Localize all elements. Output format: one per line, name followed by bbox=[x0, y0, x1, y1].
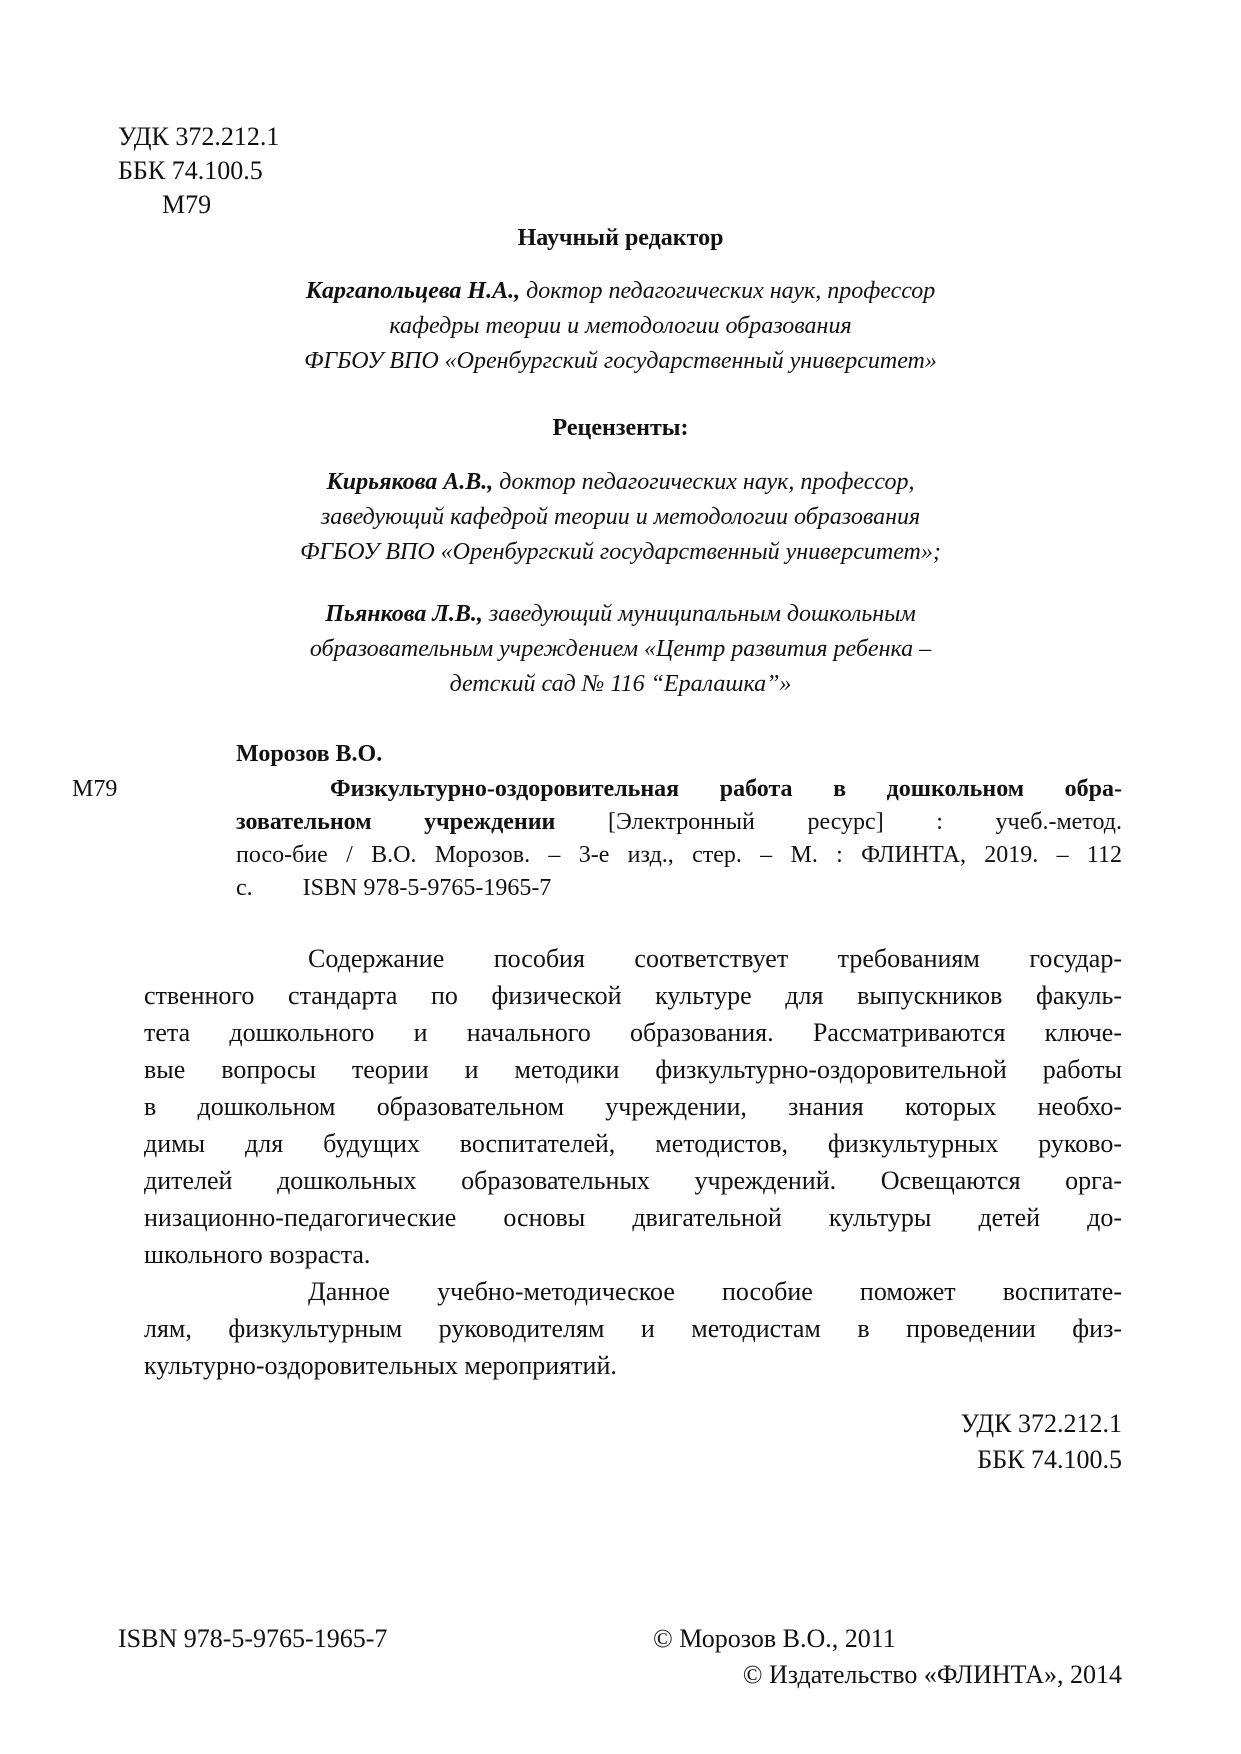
footer-bbk-code: ББК 74.100.5 bbox=[977, 1445, 1122, 1474]
abstract-p1-line-4: вые вопросы теории и методики физкультурно-оздоровительной работы bbox=[144, 1055, 1122, 1084]
udk-code: УДК 372.212.1 bbox=[118, 122, 280, 151]
biblio-line-4 bbox=[236, 872, 1122, 905]
footer-udk-code: УДК 372.212.1 bbox=[960, 1409, 1122, 1438]
author-mark: М79 bbox=[162, 190, 212, 219]
reviewer2-line-2: образовательным учреждением «Центр развития ребенка – bbox=[309, 636, 932, 662]
abstract-p1-line-9: школьного возраста. bbox=[144, 1240, 371, 1269]
biblio-line-2 bbox=[236, 806, 1122, 839]
abstract-p1-line-6: димы для будущих воспитателей, методистов, физкультурных руково- bbox=[144, 1129, 1122, 1158]
biblio-title-line-1: Физкультурно-оздоровительная работа в дошкольном обра- bbox=[330, 776, 1122, 802]
abstract-p1-line-7: дителей дошкольных образовательных учреждений. Освещаются орга- bbox=[144, 1166, 1122, 1195]
scientific-editor-heading: Научный редактор bbox=[517, 225, 724, 251]
abstract bbox=[144, 940, 1122, 1384]
biblio-resource-type: [Электронный ресурс] : учеб.-метод. bbox=[555, 809, 1122, 835]
reviewer1-line-1 bbox=[0, 466, 1241, 499]
editor-line-1 bbox=[0, 275, 1241, 308]
abstract-p1-line-2: ственного стандарта по физической культуре для выпускников факуль- bbox=[144, 981, 1122, 1010]
biblio-record bbox=[236, 773, 1122, 905]
biblio-mark: М79 bbox=[72, 776, 118, 802]
biblio-isbn: ISBN 978-5-9765-1965-7 bbox=[302, 875, 552, 901]
reviewer2-name: Пьянкова Л.В., bbox=[325, 601, 483, 627]
editor-name: Каргапольцева Н.А., bbox=[305, 278, 521, 304]
biblio-author: Морозов В.О. bbox=[236, 741, 383, 767]
abstract-p2-line-3: культурно-оздоровительных мероприятий. bbox=[144, 1351, 617, 1380]
abstract-p2-line-2: лям, физкультурным руководителям и методистам в проведении физ- bbox=[144, 1314, 1122, 1343]
abstract-p1-line-8: низационно-педагогические основы двигательной культуры детей до- bbox=[144, 1203, 1122, 1232]
bbk-code: ББК 74.100.5 bbox=[118, 156, 263, 185]
biblio-pages: с. bbox=[236, 875, 253, 901]
reviewer1-line-3: ФГБОУ ВПО «Оренбургский государственный университет»; bbox=[300, 539, 941, 565]
reviewer1-title: доктор педагогических наук, профессор, bbox=[493, 469, 915, 495]
editor-title: доктор педагогических наук, профессор bbox=[520, 278, 936, 304]
copyright-publisher: © Издательство «ФЛИНТА», 2014 bbox=[742, 1660, 1122, 1689]
reviewers-heading: Рецензенты: bbox=[552, 415, 689, 441]
reviewer1-name: Кирьякова А.В., bbox=[326, 469, 494, 495]
abstract-p1-line-1: Содержание пособия соответствует требованиям государ- bbox=[308, 944, 1122, 973]
copyright-isbn: ISBN 978-5-9765-1965-7 bbox=[118, 1624, 388, 1653]
abstract-p1-line-3: тета дошкольного и начального образования. Рассматриваются ключе- bbox=[144, 1018, 1122, 1047]
reviewer2-line-1 bbox=[0, 598, 1241, 631]
reviewer2-title: заведующий муниципальным дошкольным bbox=[482, 601, 916, 627]
editor-line-2: кафедры теории и методологии образования bbox=[389, 313, 852, 339]
biblio-line-3: посо-бие / В.О. Морозов. – 3-е изд., стер. – М. : ФЛИНТА, 2019. – 112 bbox=[236, 842, 1122, 868]
copyright-author: © Морозов В.О., 2011 bbox=[653, 1624, 896, 1653]
biblio-title-line-2: зовательном учреждении bbox=[236, 809, 556, 835]
abstract-p2-line-1: Данное учебно-методическое пособие поможет воспитате- bbox=[308, 1277, 1122, 1306]
reviewer2-line-3: детский сад № 116 “Ералашка”» bbox=[449, 671, 792, 697]
editor-line-3: ФГБОУ ВПО «Оренбургский государственный университет» bbox=[304, 348, 937, 374]
reviewer1-line-2: заведующий кафедрой теории и методологии образования bbox=[320, 504, 921, 530]
abstract-p1-line-5: в дошкольном образовательном учреждении, знания которых необхо- bbox=[144, 1092, 1122, 1121]
